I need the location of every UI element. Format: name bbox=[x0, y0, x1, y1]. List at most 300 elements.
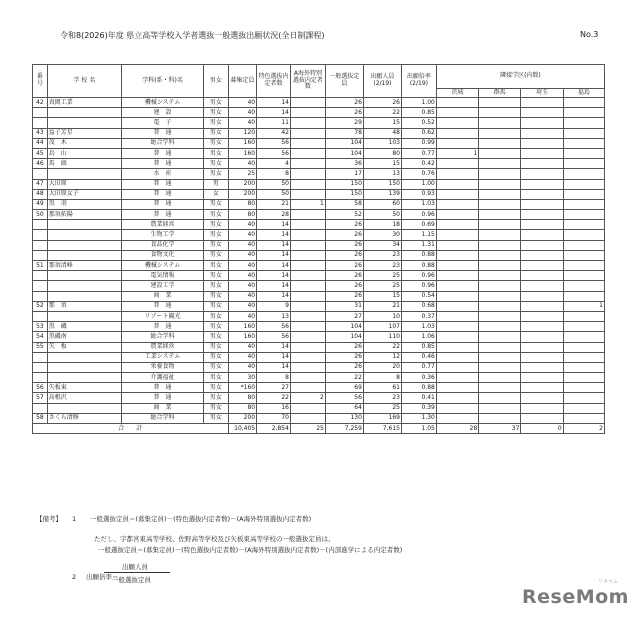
applicants-cell: 15 bbox=[363, 159, 401, 169]
pref-ibaraki-cell bbox=[436, 118, 478, 128]
row-number-cell bbox=[33, 311, 48, 321]
general-quota-cell: 58 bbox=[325, 199, 363, 209]
general-quota-cell: 104 bbox=[325, 138, 363, 148]
pref-saitama-cell bbox=[521, 403, 563, 413]
ratio-cell: 0.96 bbox=[401, 210, 436, 220]
special-count-cell: 28 bbox=[257, 210, 291, 220]
special-count-cell: 21 bbox=[257, 199, 291, 209]
pref-gunma-cell bbox=[479, 148, 521, 158]
department-cell: 普 通 bbox=[121, 322, 203, 332]
special-count-cell: 14 bbox=[257, 342, 291, 352]
applicants-cell: 26 bbox=[363, 98, 401, 108]
row-number-cell bbox=[33, 403, 48, 413]
pref-ibaraki-cell bbox=[436, 301, 478, 311]
total-special: 2,854 bbox=[257, 424, 291, 434]
notes-label: 【備考】 bbox=[36, 515, 62, 523]
special-count-cell: 14 bbox=[257, 352, 291, 362]
general-quota-cell: 104 bbox=[325, 322, 363, 332]
note-1-number: 1 bbox=[72, 515, 77, 523]
applicants-cell: 8 bbox=[363, 373, 401, 383]
school-name-cell: 真岡工業 bbox=[47, 98, 121, 108]
ratio-cell: 0.88 bbox=[401, 261, 436, 271]
pref-fukushima-cell bbox=[563, 291, 604, 301]
applicants-cell: 22 bbox=[363, 108, 401, 118]
general-quota-cell: 26 bbox=[325, 108, 363, 118]
row-number-cell bbox=[33, 118, 48, 128]
quota-cell: 200 bbox=[228, 179, 257, 189]
row-number-cell: 46 bbox=[33, 159, 48, 169]
pref-gunma-cell bbox=[479, 159, 521, 169]
pref-gunma-cell bbox=[479, 301, 521, 311]
special-count-cell: 14 bbox=[257, 281, 291, 291]
special-count-cell: 27 bbox=[257, 383, 291, 393]
school-name-cell: 黒磯南 bbox=[47, 332, 121, 342]
applicants-cell: 13 bbox=[363, 169, 401, 179]
school-name-cell bbox=[47, 403, 121, 413]
pref-ibaraki-cell bbox=[436, 159, 478, 169]
applicants-cell: 50 bbox=[363, 210, 401, 220]
gender-cell: 男女 bbox=[204, 148, 228, 158]
pref-ibaraki-cell: 1 bbox=[436, 148, 478, 158]
pref-saitama-cell bbox=[521, 281, 563, 291]
school-name-cell bbox=[47, 352, 121, 362]
pref-gunma-cell bbox=[479, 240, 521, 250]
pref-saitama-cell bbox=[521, 332, 563, 342]
school-name-cell: 黒 羽 bbox=[47, 199, 121, 209]
table-row bbox=[33, 250, 605, 260]
pref-ibaraki-cell bbox=[436, 291, 478, 301]
pref-fukushima-cell bbox=[563, 210, 604, 220]
pref-gunma-cell bbox=[479, 362, 521, 372]
ratio-cell: 0.36 bbox=[401, 373, 436, 383]
pref-saitama-cell bbox=[521, 383, 563, 393]
row-number-cell bbox=[33, 291, 48, 301]
special-count-cell: 14 bbox=[257, 240, 291, 250]
pref-saitama-cell bbox=[521, 261, 563, 271]
department-cell: 食物文化 bbox=[121, 250, 203, 260]
pref-fukushima-cell bbox=[563, 159, 604, 169]
special-count-cell: 14 bbox=[257, 261, 291, 271]
applicants-cell: 18 bbox=[363, 220, 401, 230]
applicants-cell: 22 bbox=[363, 342, 401, 352]
pref-fukushima-cell bbox=[563, 179, 604, 189]
gender-cell: 男女 bbox=[204, 332, 228, 342]
pref-fukushima-cell bbox=[563, 332, 604, 342]
pref-ibaraki-cell bbox=[436, 250, 478, 260]
department-cell: 栄養食物 bbox=[121, 362, 203, 372]
applicants-cell: 23 bbox=[363, 393, 401, 403]
applicants-cell: 48 bbox=[363, 128, 401, 138]
ratio-cell: 1.06 bbox=[401, 332, 436, 342]
general-quota-cell: 78 bbox=[325, 128, 363, 138]
pref-gunma-cell bbox=[479, 210, 521, 220]
row-number-cell bbox=[33, 240, 48, 250]
pref-fukushima-cell bbox=[563, 199, 604, 209]
pref-gunma-cell bbox=[479, 250, 521, 260]
department-cell: 普 通 bbox=[121, 148, 203, 158]
pref-fukushima-cell bbox=[563, 98, 604, 108]
pref-gunma-cell bbox=[479, 189, 521, 199]
general-quota-cell: 130 bbox=[325, 413, 363, 423]
special-count-cell: 14 bbox=[257, 362, 291, 372]
general-quota-cell: 26 bbox=[325, 250, 363, 260]
total-ratio: 1.05 bbox=[401, 424, 436, 434]
school-name-cell bbox=[47, 362, 121, 372]
quota-cell: 80 bbox=[228, 393, 257, 403]
special-count-cell: 8 bbox=[257, 373, 291, 383]
ratio-cell: 0.68 bbox=[401, 301, 436, 311]
gender-cell: 男女 bbox=[204, 250, 228, 260]
pref-gunma-cell bbox=[479, 98, 521, 108]
pref-saitama-cell bbox=[521, 148, 563, 158]
quota-cell: 40 bbox=[228, 261, 257, 271]
pref-saitama-cell bbox=[521, 291, 563, 301]
general-quota-cell: 22 bbox=[325, 373, 363, 383]
pref-ibaraki-cell bbox=[436, 362, 478, 372]
ratio-cell: 0.54 bbox=[401, 291, 436, 301]
overseas-count-cell bbox=[290, 108, 325, 118]
pref-ibaraki-cell bbox=[436, 281, 478, 291]
department-cell: 商 業 bbox=[121, 403, 203, 413]
table-row bbox=[33, 118, 605, 128]
department-cell: 総合学科 bbox=[121, 413, 203, 423]
ratio-cell: 1.30 bbox=[401, 413, 436, 423]
row-number-cell: 57 bbox=[33, 393, 48, 403]
pref-fukushima-cell bbox=[563, 128, 604, 138]
department-cell: 農業経営 bbox=[121, 342, 203, 352]
overseas-count-cell bbox=[290, 301, 325, 311]
row-number-cell: 53 bbox=[33, 322, 48, 332]
pref-fukushima-cell bbox=[563, 322, 604, 332]
applicants-cell: 80 bbox=[363, 148, 401, 158]
overseas-count-cell bbox=[290, 362, 325, 372]
quota-cell: 40 bbox=[228, 240, 257, 250]
gender-cell: 男女 bbox=[204, 362, 228, 372]
overseas-count-cell bbox=[290, 261, 325, 271]
general-quota-cell: 26 bbox=[325, 281, 363, 291]
pref-gunma-cell bbox=[479, 179, 521, 189]
school-name-cell: さくら清修 bbox=[47, 413, 121, 423]
department-cell: 総合学科 bbox=[121, 332, 203, 342]
applicants-cell: 25 bbox=[363, 271, 401, 281]
pref-fukushima-cell bbox=[563, 393, 604, 403]
col-pref-saitama-header: 埼玉 bbox=[521, 89, 563, 98]
school-name-cell: 黒 磯 bbox=[47, 322, 121, 332]
applicants-cell: 20 bbox=[363, 362, 401, 372]
ratio-cell: 0.99 bbox=[401, 138, 436, 148]
row-number-cell: 54 bbox=[33, 332, 48, 342]
applicants-cell: 169 bbox=[363, 413, 401, 423]
school-name-cell: 矢 板 bbox=[47, 342, 121, 352]
pref-ibaraki-cell bbox=[436, 169, 478, 179]
gender-cell: 男女 bbox=[204, 159, 228, 169]
pref-gunma-cell bbox=[479, 352, 521, 362]
quota-cell: 40 bbox=[228, 342, 257, 352]
pref-fukushima-cell bbox=[563, 413, 604, 423]
ratio-cell: 0.37 bbox=[401, 311, 436, 321]
pref-ibaraki-cell bbox=[436, 311, 478, 321]
pref-ibaraki-cell bbox=[436, 220, 478, 230]
school-name-cell bbox=[47, 230, 121, 240]
table-row bbox=[33, 322, 605, 332]
quota-cell: 40 bbox=[228, 118, 257, 128]
pref-saitama-cell bbox=[521, 342, 563, 352]
applicants-cell: 15 bbox=[363, 291, 401, 301]
special-count-cell: 14 bbox=[257, 108, 291, 118]
special-count-cell: 13 bbox=[257, 311, 291, 321]
department-cell: 食品化学 bbox=[121, 240, 203, 250]
school-name-cell: 大田原 bbox=[47, 179, 121, 189]
general-quota-cell: 150 bbox=[325, 189, 363, 199]
quota-cell: 40 bbox=[228, 281, 257, 291]
quota-cell: 80 bbox=[228, 403, 257, 413]
gender-cell: 男女 bbox=[204, 403, 228, 413]
table-row bbox=[33, 138, 605, 148]
table-row bbox=[33, 332, 605, 342]
overseas-count-cell bbox=[290, 240, 325, 250]
general-quota-cell: 26 bbox=[325, 291, 363, 301]
table-row bbox=[33, 301, 605, 311]
applicants-cell: 12 bbox=[363, 352, 401, 362]
pref-gunma-cell bbox=[479, 128, 521, 138]
quota-cell: *160 bbox=[228, 383, 257, 393]
note-1-text: 一般選抜定員＝(募集定員)－(特色選抜内定者数)－(A海外特別選抜内定者数) bbox=[90, 515, 312, 523]
overseas-count-cell bbox=[290, 281, 325, 291]
quota-cell: 200 bbox=[228, 189, 257, 199]
col-school-header: 学 校 名 bbox=[47, 65, 121, 98]
pref-ibaraki-cell bbox=[436, 352, 478, 362]
pref-ibaraki-cell bbox=[436, 413, 478, 423]
gender-cell: 男 bbox=[204, 179, 228, 189]
total-general: 7,259 bbox=[325, 424, 363, 434]
table-row bbox=[33, 220, 605, 230]
pref-fukushima-cell bbox=[563, 108, 604, 118]
general-quota-cell: 26 bbox=[325, 261, 363, 271]
pref-gunma-cell bbox=[479, 383, 521, 393]
ratio-cell: 0.39 bbox=[401, 403, 436, 413]
department-cell: 機械システム bbox=[121, 261, 203, 271]
pref-fukushima-cell bbox=[563, 138, 604, 148]
ratio-cell: 0.85 bbox=[401, 342, 436, 352]
pref-gunma-cell bbox=[479, 291, 521, 301]
col-gender-header: 男女 bbox=[204, 65, 228, 98]
special-count-cell: 50 bbox=[257, 189, 291, 199]
department-cell: 商 業 bbox=[121, 291, 203, 301]
pref-gunma-cell bbox=[479, 199, 521, 209]
site-logo: ReseMom bbox=[522, 586, 629, 608]
school-name-cell: 那 須 bbox=[47, 301, 121, 311]
applicants-cell: 103 bbox=[363, 138, 401, 148]
pref-ibaraki-cell bbox=[436, 332, 478, 342]
special-count-cell: 70 bbox=[257, 413, 291, 423]
pref-saitama-cell bbox=[521, 393, 563, 403]
pref-saitama-cell bbox=[521, 250, 563, 260]
gender-cell: 男女 bbox=[204, 291, 228, 301]
pref-ibaraki-cell bbox=[436, 189, 478, 199]
overseas-count-cell bbox=[290, 138, 325, 148]
pref-fukushima-cell bbox=[563, 403, 604, 413]
overseas-count-cell bbox=[290, 98, 325, 108]
ratio-cell: 1.00 bbox=[401, 179, 436, 189]
total-pref-ibaraki: 28 bbox=[436, 424, 478, 434]
school-name-cell bbox=[47, 373, 121, 383]
gender-cell: 男女 bbox=[204, 393, 228, 403]
quota-cell: 40 bbox=[228, 352, 257, 362]
quota-cell: 160 bbox=[228, 138, 257, 148]
school-name-cell bbox=[47, 240, 121, 250]
gender-cell: 男女 bbox=[204, 199, 228, 209]
special-count-cell: 22 bbox=[257, 393, 291, 403]
special-count-cell: 14 bbox=[257, 271, 291, 281]
gender-cell: 男女 bbox=[204, 138, 228, 148]
school-name-cell: 矢板東 bbox=[47, 383, 121, 393]
special-count-cell: 14 bbox=[257, 291, 291, 301]
row-number-cell bbox=[33, 220, 48, 230]
ratio-cell: 0.88 bbox=[401, 250, 436, 260]
total-applicants: 7,615 bbox=[363, 424, 401, 434]
pref-ibaraki-cell bbox=[436, 179, 478, 189]
col-ratio-header: 出願倍率(2/19) bbox=[401, 65, 436, 98]
overseas-count-cell bbox=[290, 352, 325, 362]
pref-gunma-cell bbox=[479, 311, 521, 321]
quota-cell: 80 bbox=[228, 199, 257, 209]
pref-gunma-cell bbox=[479, 403, 521, 413]
pref-gunma-cell bbox=[479, 169, 521, 179]
col-quota-header: 募集定員 bbox=[228, 65, 257, 98]
school-name-cell: 大田原女子 bbox=[47, 189, 121, 199]
pref-saitama-cell bbox=[521, 108, 563, 118]
pref-ibaraki-cell bbox=[436, 322, 478, 332]
gender-cell: 男女 bbox=[204, 301, 228, 311]
table-row bbox=[33, 383, 605, 393]
general-quota-cell: 29 bbox=[325, 118, 363, 128]
pref-gunma-cell bbox=[479, 393, 521, 403]
overseas-count-cell bbox=[290, 383, 325, 393]
overseas-count-cell bbox=[290, 311, 325, 321]
overseas-count-cell bbox=[290, 169, 325, 179]
school-name-cell: 那須拓陽 bbox=[47, 210, 121, 220]
general-quota-cell: 17 bbox=[325, 169, 363, 179]
ratio-cell: 0.96 bbox=[401, 271, 436, 281]
pref-saitama-cell bbox=[521, 210, 563, 220]
overseas-count-cell bbox=[290, 271, 325, 281]
table-row bbox=[33, 413, 605, 423]
quota-cell: 30 bbox=[228, 373, 257, 383]
row-number-cell bbox=[33, 108, 48, 118]
quota-cell: 40 bbox=[228, 159, 257, 169]
pref-ibaraki-cell bbox=[436, 383, 478, 393]
department-cell: 建 設 bbox=[121, 108, 203, 118]
pref-ibaraki-cell bbox=[436, 373, 478, 383]
department-cell: 普 通 bbox=[121, 383, 203, 393]
school-name-cell bbox=[47, 108, 121, 118]
gender-cell: 男女 bbox=[204, 373, 228, 383]
overseas-count-cell bbox=[290, 413, 325, 423]
ratio-cell: 0.62 bbox=[401, 128, 436, 138]
gender-cell: 男女 bbox=[204, 342, 228, 352]
row-number-cell: 58 bbox=[33, 413, 48, 423]
special-count-cell: 14 bbox=[257, 250, 291, 260]
pref-ibaraki-cell bbox=[436, 393, 478, 403]
department-cell: 水 産 bbox=[121, 169, 203, 179]
quota-cell: 25 bbox=[228, 169, 257, 179]
quota-cell: 40 bbox=[228, 220, 257, 230]
pref-fukushima-cell bbox=[563, 281, 604, 291]
pref-ibaraki-cell bbox=[436, 138, 478, 148]
row-number-cell: 55 bbox=[33, 342, 48, 352]
table-row bbox=[33, 240, 605, 250]
row-number-cell: 45 bbox=[33, 148, 48, 158]
overseas-count-cell bbox=[290, 230, 325, 240]
total-pref-fukushima: 2 bbox=[563, 424, 604, 434]
ratio-cell: 1.03 bbox=[401, 322, 436, 332]
department-cell: 生物工学 bbox=[121, 230, 203, 240]
pref-saitama-cell bbox=[521, 199, 563, 209]
pref-fukushima-cell bbox=[563, 240, 604, 250]
pref-saitama-cell bbox=[521, 169, 563, 179]
overseas-count-cell bbox=[290, 128, 325, 138]
col-pref-fukushima-header: 福島 bbox=[563, 89, 604, 98]
table-row bbox=[33, 271, 605, 281]
col-pref-gunma-header: 群馬 bbox=[479, 89, 521, 98]
gender-cell: 男女 bbox=[204, 220, 228, 230]
quota-cell: 40 bbox=[228, 301, 257, 311]
table-row bbox=[33, 403, 605, 413]
gender-cell: 男女 bbox=[204, 271, 228, 281]
general-quota-cell: 150 bbox=[325, 179, 363, 189]
pref-gunma-cell bbox=[479, 230, 521, 240]
total-label: 合 計 bbox=[33, 424, 229, 434]
row-number-cell: 50 bbox=[33, 210, 48, 220]
pref-gunma-cell bbox=[479, 373, 521, 383]
table-row bbox=[33, 98, 605, 108]
general-quota-cell: 26 bbox=[325, 271, 363, 281]
applicants-cell: 25 bbox=[363, 281, 401, 291]
general-quota-cell: 52 bbox=[325, 210, 363, 220]
ratio-cell: 0.85 bbox=[401, 108, 436, 118]
applicants-cell: 15 bbox=[363, 118, 401, 128]
school-name-cell bbox=[47, 118, 121, 128]
pref-fukushima-cell bbox=[563, 230, 604, 240]
applicants-cell: 61 bbox=[363, 383, 401, 393]
table-row bbox=[33, 179, 605, 189]
applicants-cell: 23 bbox=[363, 261, 401, 271]
special-count-cell: 16 bbox=[257, 403, 291, 413]
general-quota-cell: 26 bbox=[325, 220, 363, 230]
row-number-cell bbox=[33, 271, 48, 281]
row-number-cell: 47 bbox=[33, 179, 48, 189]
table-row bbox=[33, 199, 605, 209]
general-quota-cell: 36 bbox=[325, 159, 363, 169]
pref-fukushima-cell bbox=[563, 342, 604, 352]
table-row bbox=[33, 352, 605, 362]
row-number-cell bbox=[33, 362, 48, 372]
overseas-count-cell bbox=[290, 373, 325, 383]
school-name-cell: 高根沢 bbox=[47, 393, 121, 403]
school-name-cell: 益子芳星 bbox=[47, 128, 121, 138]
pref-saitama-cell bbox=[521, 189, 563, 199]
quota-cell: 160 bbox=[228, 148, 257, 158]
total-quota: 10,405 bbox=[228, 424, 257, 434]
quota-cell: 40 bbox=[228, 271, 257, 281]
quota-cell: 200 bbox=[228, 413, 257, 423]
gender-cell: 男女 bbox=[204, 352, 228, 362]
overseas-count-cell: 1 bbox=[290, 199, 325, 209]
pref-gunma-cell bbox=[479, 118, 521, 128]
general-quota-cell: 104 bbox=[325, 148, 363, 158]
department-cell: 普 通 bbox=[121, 128, 203, 138]
overseas-count-cell bbox=[290, 189, 325, 199]
